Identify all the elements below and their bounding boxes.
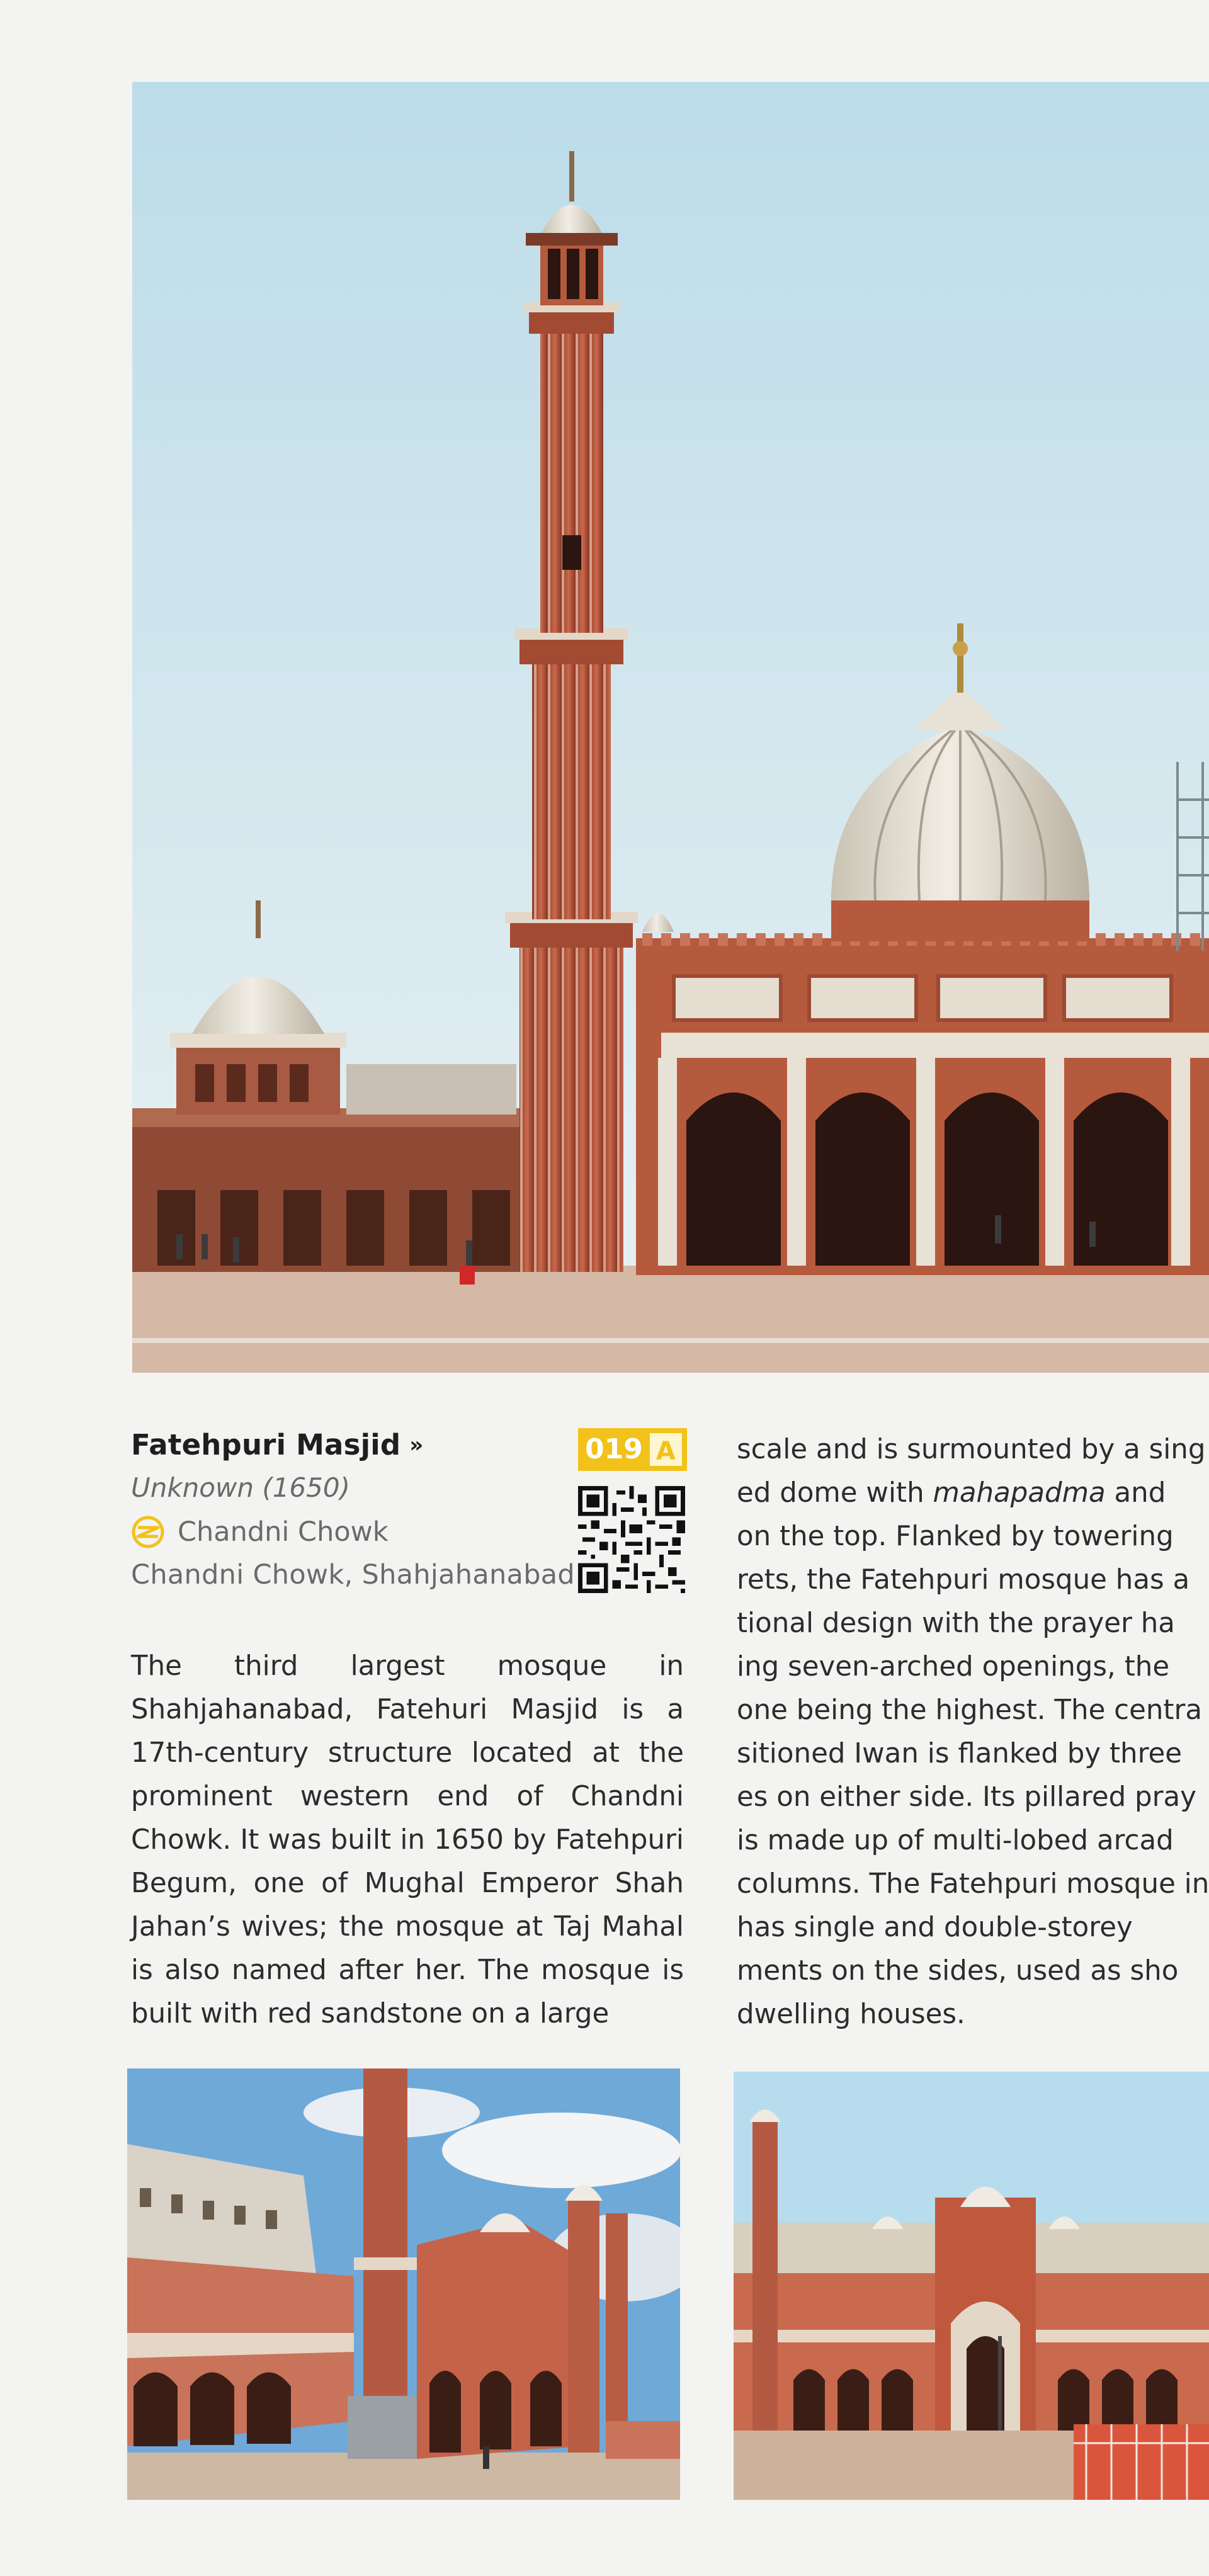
- text-fragment: and: [1105, 1477, 1166, 1509]
- facade-photo: [734, 2072, 1209, 2500]
- architect-and-year: Unknown (1650): [131, 1472, 350, 1503]
- text-line: dwelling houses.: [737, 1999, 965, 2030]
- description-column-left: The third largest mosque in Shahjahanabad, Fatehuri Masjid is a 17th-century structure located at the prominent western end of Chandni Chowk. It was built in 1650 by Fatehpuri Begum, one of Mughal Emperor Shah Jahan’s wives; the mosque at Taj Mahal is also named after her. The mosque is built with red sandstone on a large: [131, 1650, 684, 2029]
- text-line: sitioned Iwan is flanked by three: [737, 1738, 1183, 1769]
- courtyard-illustration: [127, 2068, 680, 2500]
- text-line: is made up of multi-lobed arcad: [737, 1825, 1174, 1856]
- metro-station-icon: [131, 1515, 165, 1549]
- text-line: rets, the Fatehpuri mosque has a: [737, 1564, 1190, 1596]
- badge-number: 019: [585, 1433, 643, 1465]
- text-line: tional design with the prayer ha: [737, 1608, 1175, 1639]
- double-chevron-down-icon[interactable]: »: [409, 1433, 424, 1458]
- entry-title: [131, 1428, 423, 1461]
- qr-code-icon[interactable]: [578, 1486, 685, 1593]
- metro-station-name: Chandni Chowk: [178, 1516, 389, 1548]
- text-line: [737, 1472, 1209, 1515]
- metro-station: [131, 1515, 389, 1549]
- text-line: one being the highest. The centra: [737, 1694, 1203, 1726]
- text-line: on the top. Flanked by towering: [737, 1521, 1174, 1552]
- text-line: scale and is surmounted by a sing: [737, 1434, 1206, 1465]
- text-line: columns. The Fatehpuri mosque in: [737, 1868, 1209, 1900]
- text-line: ments on the sides, used as sho: [737, 1955, 1179, 1987]
- text-line: es on either side. Its pillared pray: [737, 1781, 1196, 1813]
- address: Chandni Chowk, Shahjahanabad: [131, 1559, 576, 1591]
- italic-term: mahapadma: [933, 1477, 1106, 1509]
- text-fragment: ed dome with: [737, 1477, 933, 1509]
- text-line: has single and double-storey: [737, 1912, 1133, 1943]
- description-column-right: [737, 1428, 1209, 2036]
- courtyard-photo: [127, 2068, 680, 2500]
- entry-title-text: Fatehpuri Masjid: [131, 1428, 401, 1461]
- badge-letter: A: [648, 1431, 684, 1468]
- hero-photo: [132, 82, 1209, 1373]
- facade-illustration: [734, 2072, 1209, 2500]
- jama-masjid-illustration: [132, 82, 1209, 1373]
- entry-badge: [578, 1428, 687, 1471]
- text-line: ing seven-arched openings, the: [737, 1651, 1170, 1682]
